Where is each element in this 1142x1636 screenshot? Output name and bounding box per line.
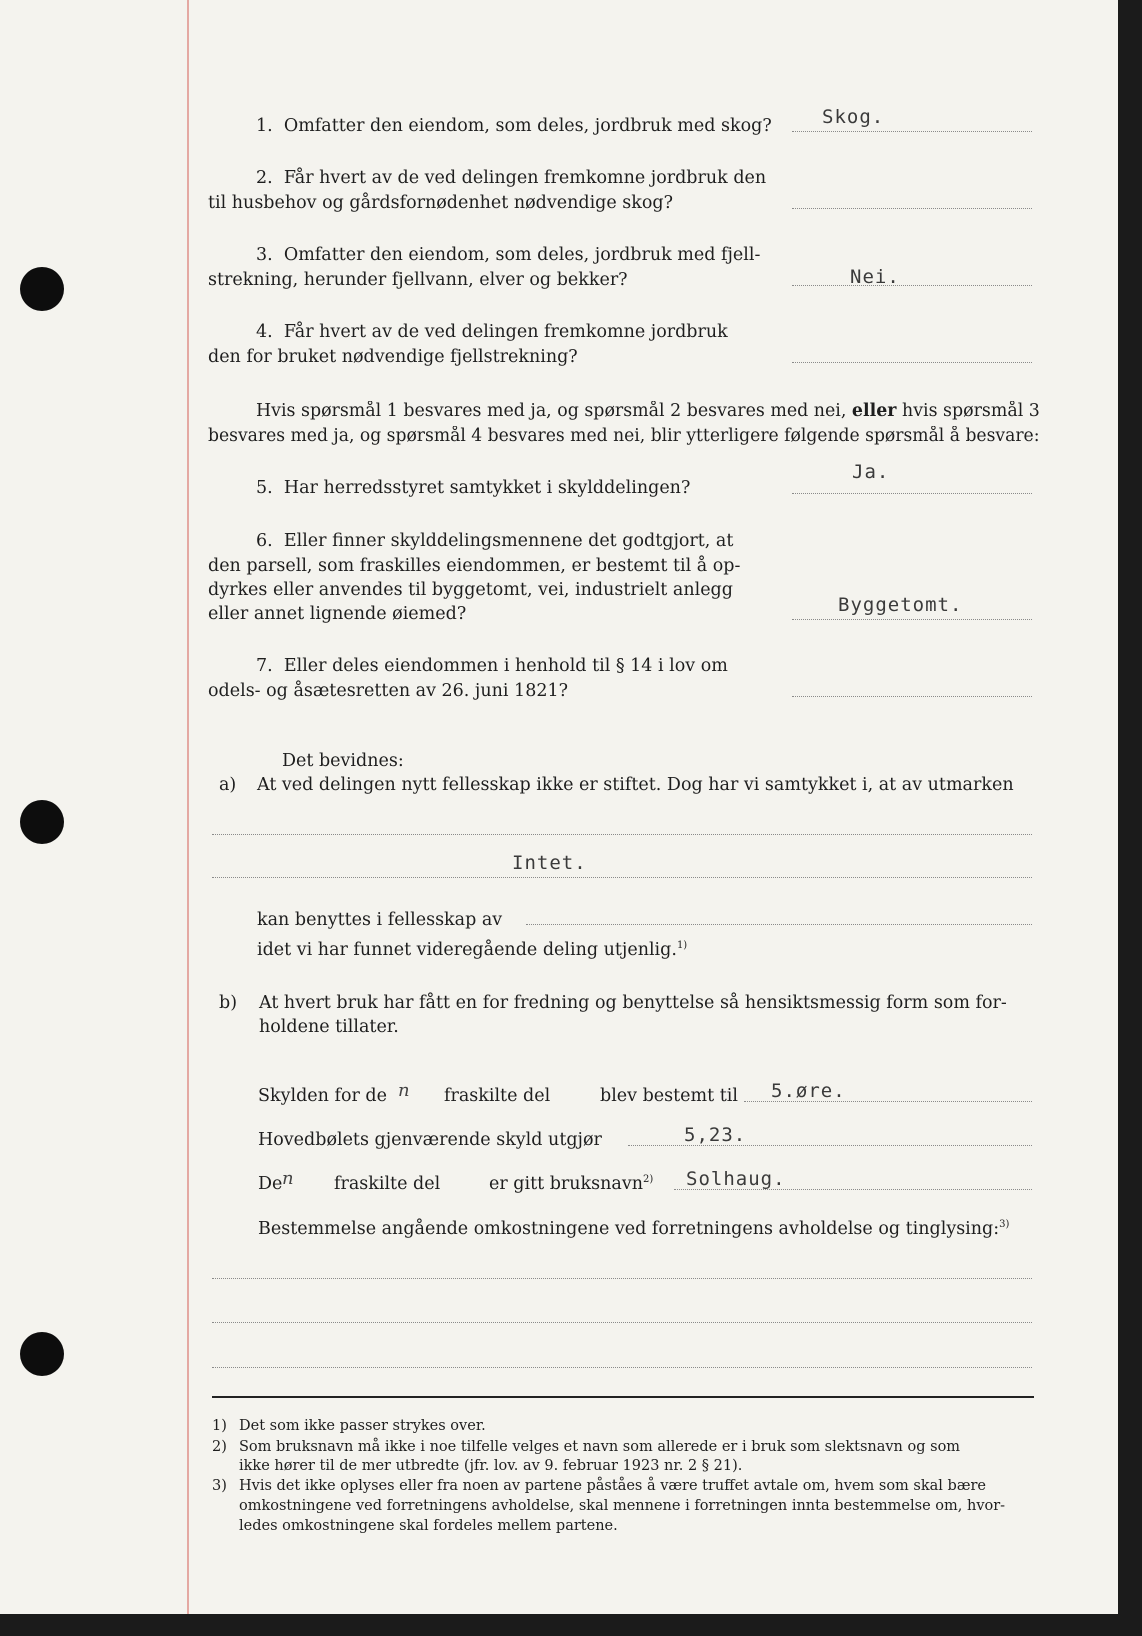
skyld-handwritten: n [398,1080,410,1101]
question-6-line-1: 6. Eller finner skylddelingsmennene det godtgjort, at [256,531,734,551]
bruksnavn-value: Solhaug. [686,1168,786,1190]
footnote-3-line-1: Hvis det ikke oplyses eller fra noen av partene påståes å være truffet avtale om, hvem som skal bære [239,1478,986,1494]
item-b-label: b) [219,993,238,1013]
question-7-line-1: 7. Eller deles eiendommen i henhold til § 14 i lov om [256,656,728,676]
footnote-3-mark: 3) [212,1478,227,1494]
question-6-line-4: eller annet lignende øiemed? [208,604,467,624]
item-a-answer: Intet. [512,852,587,874]
answer-3: Nei. [850,266,900,288]
footnote-rule [212,1396,1034,1398]
bruksnavn-label-2: fraskilte del [334,1174,441,1194]
shared-use-label: kan benyttes i fellesskap av [257,910,503,930]
certification-heading: Det bevidnes: [282,751,404,771]
punch-hole [20,800,64,844]
hovedbol-value: 5,23. [684,1124,747,1146]
answer-line-2 [792,208,1032,209]
bruksnavn-label-3: er gitt bruksnavn$^{2)}$ [489,1174,654,1194]
question-7-line-2: odels- og åsætesretten av 26. juni 1821? [208,681,568,701]
skyld-label-2: fraskilte del [444,1086,551,1106]
answer-line-3 [792,285,1032,286]
conditional-line-1: Hvis spørsmål 1 besvares med ja, og spørsmål 2 besvares med nei, eller hvis spørsmål 3 [256,401,1040,421]
footnote-1-mark: 1) [212,1418,227,1434]
answer-line-4 [792,362,1032,363]
footnote-2-line-2: ikke hører til de mer utbredte (jfr. lov. av 9. februar 1923 nr. 2 § 21). [239,1458,743,1474]
item-a-text: At ved delingen nytt fellesskap ikke er stiftet. Dog har vi samtykket i, at av utmarken [257,775,1014,795]
question-5: 5. Har herredsstyret samtykket i skylddelingen? [256,478,691,498]
question-2-line-1: 2. Får hvert av de ved delingen fremkomne jordbruk den [256,168,767,188]
footnote-3-line-2: omkostningene ved forretningens avholdelse, skal mennene i forretningen innta bestemmelse om, hvor- [239,1498,1006,1514]
question-6-line-3: dyrkes eller anvendes til byggetomt, vei, industrielt anlegg [208,580,733,600]
conditional-line-2: besvares med ja, og spørsmål 4 besvares med nei, blir ytterligere følgende spørsmål å besvare: [208,426,1040,446]
blank-line [212,834,1032,835]
costs-label: Bestemmelse angående omkostningene ved forretningens avholdelse og tinglysing:$^{3)}$ [258,1219,1010,1239]
question-3-line-2: strekning, herunder fjellvann, elver og bekker? [208,270,628,290]
answer-line-1 [792,131,1032,132]
hovedbol-label: Hovedbølets gjenværende skyld utgjør [258,1130,602,1150]
blank-line [212,877,1032,878]
item-b-line-1: At hvert bruk har fått en for fredning og benyttelse så hensiktsmessig form som for- [259,993,1007,1013]
skyld-label-3: blev bestemt til [600,1086,738,1106]
costs-line-2 [212,1322,1032,1323]
punch-hole [20,1332,64,1376]
footnote-2-line-1: Som bruksnavn må ikke i noe tilfelle velges et navn som allerede er i bruk som slektsnavn og som [239,1439,961,1455]
answer-line-5 [792,493,1032,494]
answer-6: Byggetomt. [838,594,963,616]
question-1: 1. Omfatter den eiendom, som deles, jordbruk med skog? [256,116,772,136]
question-2-line-2: til husbehov og gårdsfornødenhet nødvendige skog? [208,193,673,213]
further-division-text: idet vi har funnet videregående deling utjenlig.$^{1)}$ [257,940,688,960]
skyld-value: 5.øre. [771,1080,846,1102]
question-3-line-1: 3. Omfatter den eiendom, som deles, jordbruk med fjell- [256,245,761,265]
bruksnavn-handwritten: n [282,1168,294,1189]
footnote-2-mark: 2) [212,1439,227,1455]
margin-line [187,0,189,1614]
item-b-line-2: holdene tillater. [259,1017,399,1037]
bruksnavn-label-1: De [258,1174,283,1194]
answer-line-6 [792,619,1032,620]
question-4-line-1: 4. Får hvert av de ved delingen fremkomne jordbruk [256,322,728,342]
answer-5: Ja. [852,461,890,483]
question-4-line-2: den for bruket nødvendige fjellstrekning? [208,347,578,367]
costs-line-3 [212,1367,1032,1368]
item-a-label: a) [219,775,237,795]
footnote-3-line-3: ledes omkostningene skal fordeles mellem partene. [239,1518,618,1534]
answer-line-7 [792,696,1032,697]
shared-use-line [526,924,1032,925]
question-6-line-2: den parsell, som fraskilles eiendommen, er bestemt til å op- [208,556,741,576]
punch-hole [20,267,64,311]
footnote-1-text: Det som ikke passer strykes over. [239,1418,486,1434]
answer-1: Skog. [822,106,885,128]
costs-line-1 [212,1278,1032,1279]
skyld-label-1: Skylden for de [258,1086,387,1106]
